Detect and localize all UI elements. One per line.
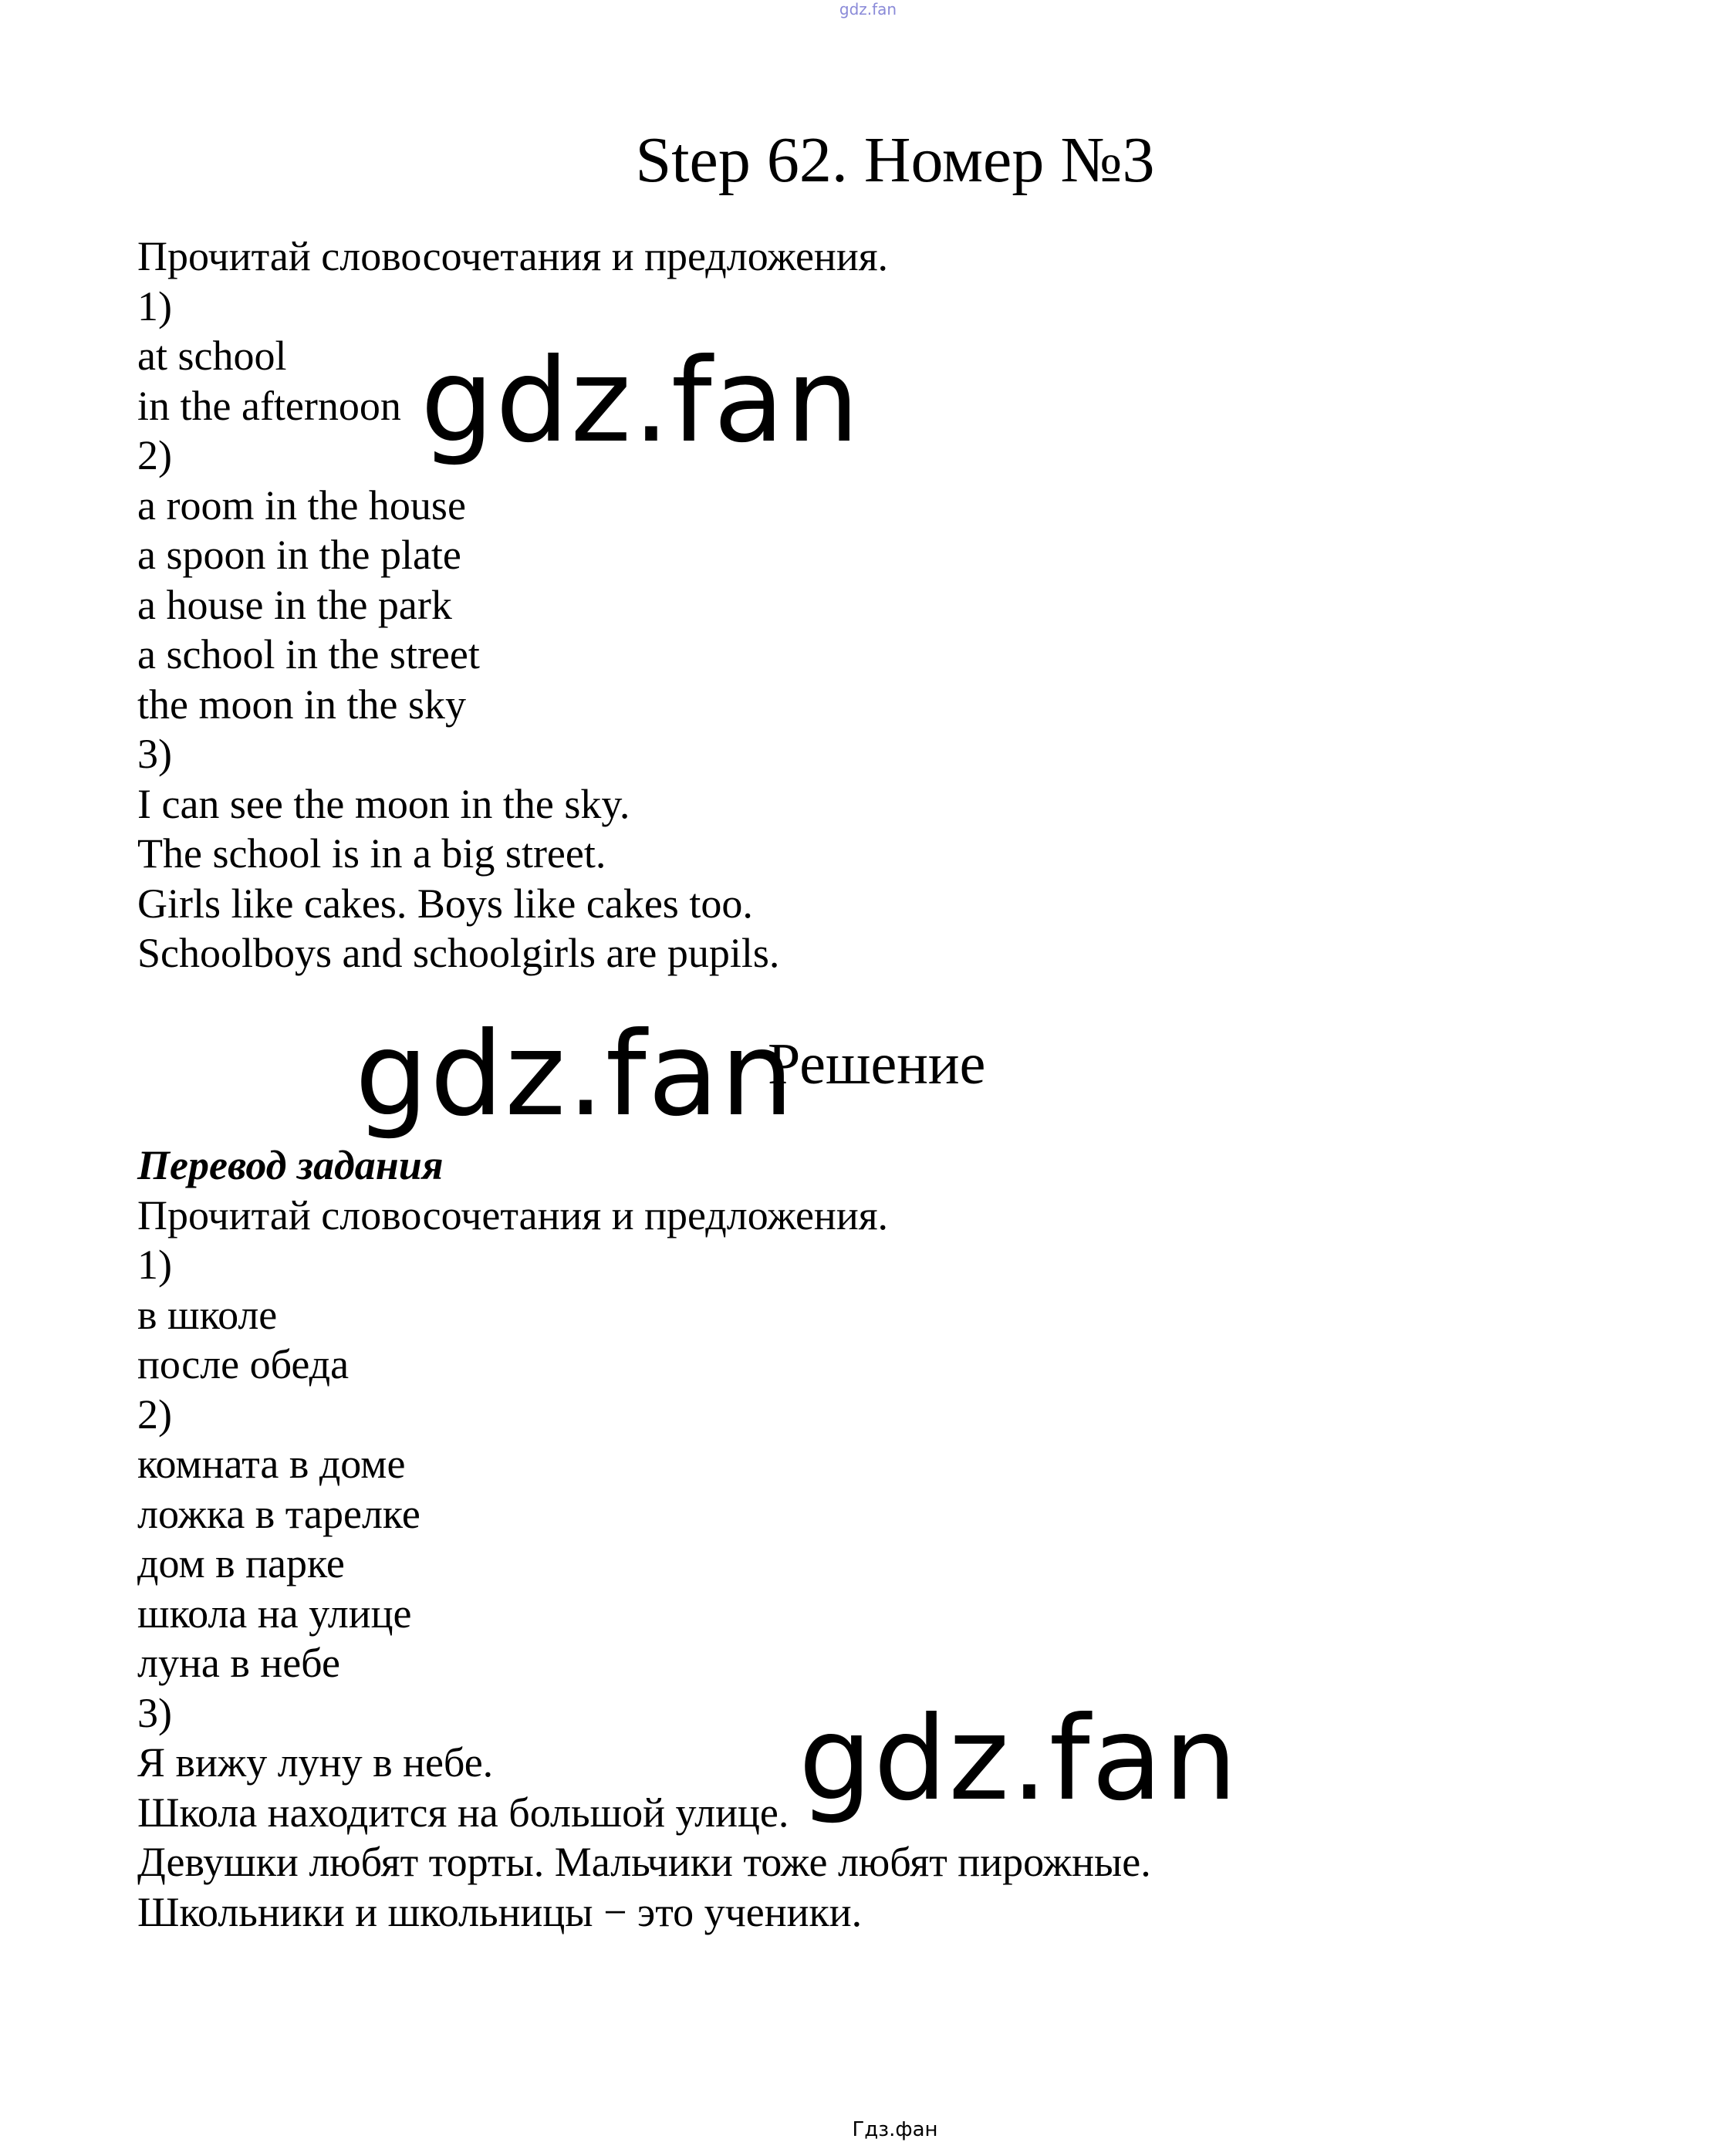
task-section [137,231,1603,978]
footer-text: Гдз.фан [852,2118,938,2141]
solution-part2-line: ложка в тарелке [137,1490,420,1537]
solution-part1-line: в школе [137,1291,278,1338]
solution-part3-line: Я вижу луну в небе. [137,1739,494,1786]
task-part1-line: at school [137,333,287,379]
task-part2-line: a house in the park [137,581,452,628]
translation-heading: Перевод задания [137,1142,444,1188]
solution-part3-line: Девушки любят торты. Мальчики тоже любят пирожные. [137,1839,1151,1885]
watermark: gdz.fan [355,1008,795,1142]
solution-part1-line: после обеда [137,1341,350,1387]
task-part3-line: The school is in a big street. [137,830,606,877]
solution-part2-line: комната в доме [137,1441,406,1487]
task-part3-line: I can see the moon in the sky. [137,780,630,827]
task-part2-label: 2) [137,432,172,478]
watermark: gdz.fan [799,1692,1239,1826]
solution-part3-line: Школа находится на большой улице. [137,1789,789,1836]
task-part1-label: 1) [137,282,172,329]
solution-part3-label: 3) [137,1689,172,1736]
solution-part2-line: дом в парке [137,1540,345,1586]
task-part3-label: 3) [137,731,172,777]
solution-part3-line: Школьники и школьницы − это ученики. [137,1888,863,1935]
task-part1-line: in the afternoon [137,382,401,429]
solution-part2-label: 2) [137,1390,172,1438]
task-part2-line: a school in the street [137,631,480,677]
task-part2-line: a spoon in the plate [137,532,461,578]
solution-heading: Решение [768,1032,986,1096]
top-watermark: gdz.fan [839,0,897,19]
page-title: Step 62. Номер №3 [635,124,1155,196]
task-part2-line: the moon in the sky [137,681,466,728]
solution-part2-line: луна в небе [137,1640,340,1686]
watermark: gdz.fan [420,334,861,468]
solution-part2-line: школа на улице [137,1590,412,1637]
task-part3-line: Schoolboys and schoolgirls are pupils. [137,930,780,976]
task-part2-line: a room in the house [137,481,466,529]
solution-instruction: Прочитай словосочетания и предложения. [137,1191,889,1238]
task-instruction: Прочитай словосочетания и предложения. [137,233,889,279]
solution-part1-label: 1) [137,1242,172,1288]
task-part3-line: Girls like cakes. Boys like cakes too. [137,880,753,927]
